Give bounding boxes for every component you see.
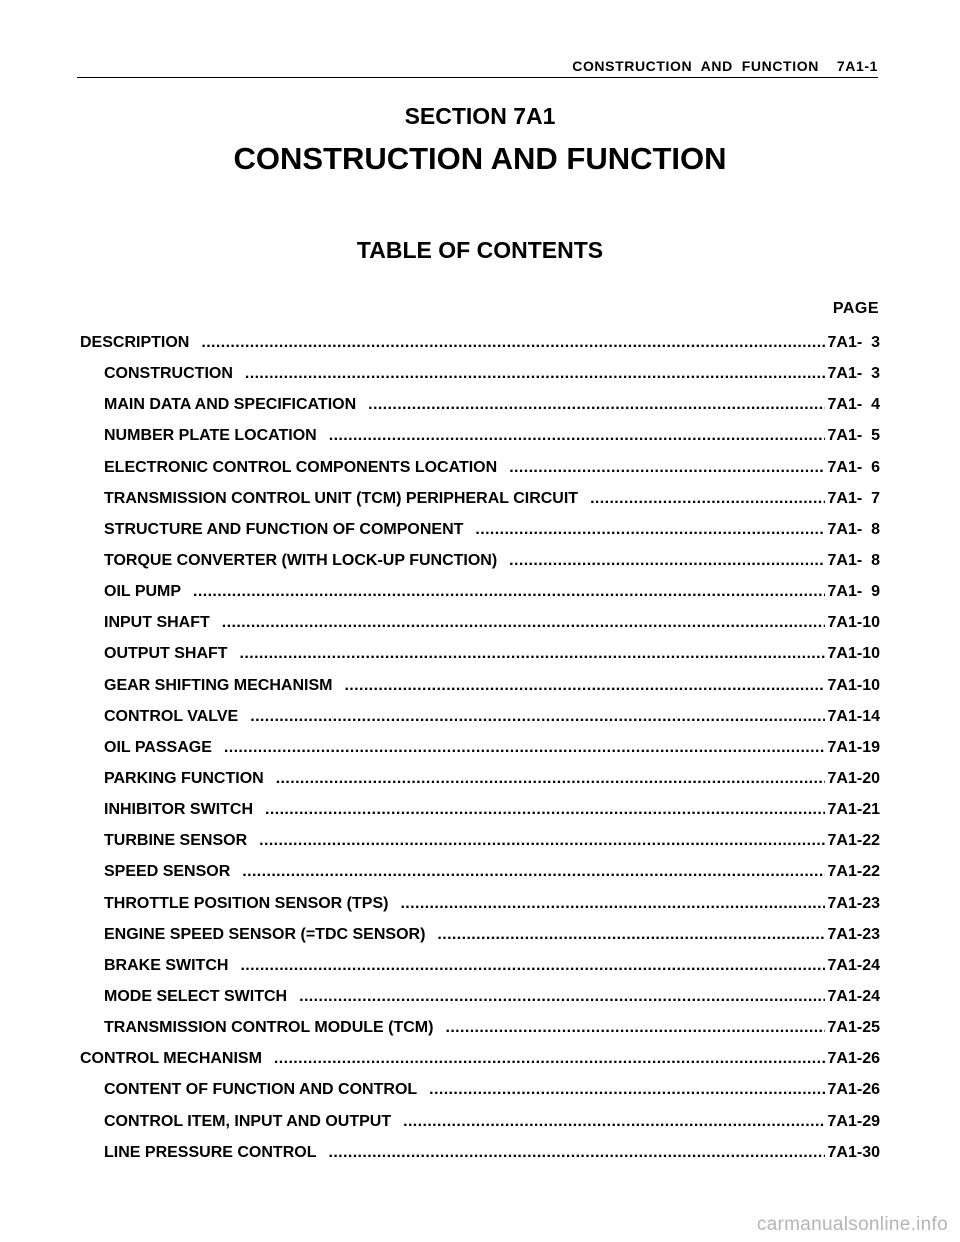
toc-entry-label: OIL PUMP xyxy=(104,583,182,601)
toc-entry-label: PARKING FUNCTION xyxy=(104,769,264,787)
toc-entry[interactable] xyxy=(80,768,880,799)
toc-entry-page: 7A1- 6 xyxy=(827,458,880,476)
toc-entry-page: 7A1- 8 xyxy=(827,520,880,538)
toc-entry-label: GEAR SHIFTING MECHANISM xyxy=(104,676,333,694)
section-label: SECTION 7A1 xyxy=(404,103,556,129)
toc-entry-label: TRANSMISSION CONTROL UNIT (TCM) PERIPHERAL CIRCUIT xyxy=(104,489,579,507)
toc-entry-page: 7A1- 9 xyxy=(827,583,880,601)
toc-entry[interactable] xyxy=(80,550,880,581)
toc-entry-page: 7A1- 5 xyxy=(827,427,880,445)
toc-entry-label: ELECTRONIC CONTROL COMPONENTS LOCATION xyxy=(104,458,498,476)
toc-entry[interactable] xyxy=(80,363,880,394)
toc-entry-label: ENGINE SPEED SENSOR (=TDC SENSOR) xyxy=(104,925,426,943)
toc-entry-label: STRUCTURE AND FUNCTION OF COMPONENT xyxy=(104,520,464,538)
toc-entry[interactable] xyxy=(80,1079,880,1110)
toc-entry-page: 7A1-24 xyxy=(827,987,880,1005)
toc-entry[interactable] xyxy=(80,799,880,830)
toc-entry-page: 7A1-10 xyxy=(827,614,880,632)
toc-entry[interactable] xyxy=(80,581,880,612)
toc-entry[interactable] xyxy=(80,675,880,706)
toc-entry[interactable] xyxy=(80,861,880,892)
toc-dot-leader xyxy=(403,1111,824,1133)
toc-dot-leader xyxy=(445,1017,824,1039)
toc-entry[interactable] xyxy=(80,519,880,550)
toc-entry[interactable] xyxy=(80,706,880,737)
toc-entry-page: 7A1- 8 xyxy=(827,551,880,569)
toc-entry-label: THROTTLE POSITION SENSOR (TPS) xyxy=(104,894,389,912)
toc-dot-leader xyxy=(368,394,824,416)
toc-entry[interactable] xyxy=(80,893,880,924)
toc-entry-label: TORQUE CONVERTER (WITH LOCK-UP FUNCTION) xyxy=(104,551,498,569)
toc-entry-page: 7A1-10 xyxy=(827,645,880,663)
toc-entry-page: 7A1- 7 xyxy=(827,489,880,507)
toc-dot-leader xyxy=(240,955,824,977)
toc-entry-page: 7A1-14 xyxy=(827,707,880,725)
toc-entry[interactable] xyxy=(80,955,880,986)
toc-entry-label: BRAKE SWITCH xyxy=(104,956,229,974)
toc-dot-leader xyxy=(265,799,824,821)
toc-entry-page: 7A1-20 xyxy=(827,769,880,787)
toc-entry-page: 7A1- 3 xyxy=(827,334,880,351)
toc-dot-leader xyxy=(329,425,825,447)
page-title: CONSTRUCTION AND FUNCTION xyxy=(233,141,727,176)
toc-dot-leader xyxy=(344,675,824,697)
toc-entry-label: SPEED SENSOR xyxy=(104,863,231,881)
toc-dot-leader xyxy=(245,363,825,385)
toc-entry[interactable] xyxy=(80,457,880,488)
toc-entry-label: LINE PRESSURE CONTROL xyxy=(104,1143,317,1161)
toc-entry-page: 7A1- 3 xyxy=(827,365,880,383)
toc-entry-label: INPUT SHAFT xyxy=(104,614,210,632)
toc-entry-label: OUTPUT SHAFT xyxy=(104,645,228,663)
toc-dot-leader xyxy=(242,861,824,883)
toc-dot-leader xyxy=(509,550,824,572)
toc-dot-leader xyxy=(400,893,824,915)
toc-entry-label: MODE SELECT SWITCH xyxy=(104,987,288,1005)
toc-dot-leader xyxy=(240,643,825,665)
toc-entry-label: INHIBITOR SWITCH xyxy=(104,801,254,819)
toc-dot-leader xyxy=(250,706,824,728)
toc-heading: TABLE OF CONTENTS xyxy=(356,237,604,263)
toc-entry-page: 7A1-30 xyxy=(827,1143,880,1161)
toc-entry[interactable] xyxy=(80,612,880,643)
toc-dot-leader xyxy=(475,519,824,541)
toc-entry-page: 7A1-22 xyxy=(827,863,880,881)
toc-dot-leader xyxy=(224,737,825,759)
toc-entry-label: CONTROL ITEM, INPUT AND OUTPUT xyxy=(104,1112,392,1130)
toc-entry-page: 7A1-21 xyxy=(827,801,880,819)
toc-entry-page: 7A1-10 xyxy=(827,676,880,694)
toc-entry[interactable] xyxy=(80,488,880,519)
toc-entry-label: OIL PASSAGE xyxy=(104,738,212,756)
toc-dot-leader xyxy=(201,332,824,354)
toc-entry[interactable] xyxy=(80,1017,880,1048)
toc-entry[interactable] xyxy=(80,643,880,674)
toc-entry[interactable] xyxy=(80,1111,880,1142)
toc-entry-page: 7A1- 4 xyxy=(827,396,880,414)
toc-entry[interactable] xyxy=(80,924,880,955)
toc-entry-label: CONTENT OF FUNCTION AND CONTROL xyxy=(104,1081,418,1099)
toc-dot-leader xyxy=(509,457,824,479)
toc-entry-label: TRANSMISSION CONTROL MODULE (TCM) xyxy=(104,1019,434,1037)
toc-dot-leader xyxy=(193,581,824,603)
toc-dot-leader xyxy=(328,1142,824,1164)
toc-entry-page: 7A1-24 xyxy=(827,956,880,974)
toc-entry-page: 7A1-22 xyxy=(827,832,880,850)
toc-entry-page: 7A1-26 xyxy=(827,1050,880,1068)
toc-dot-leader xyxy=(437,924,824,946)
toc-dot-leader xyxy=(590,488,824,510)
watermark: carmanualsonline.info xyxy=(756,1214,948,1235)
toc-entry-page: 7A1-25 xyxy=(827,1019,880,1037)
header-rule xyxy=(77,77,878,78)
toc-entry-page: 7A1-19 xyxy=(827,738,880,756)
running-header: CONSTRUCTION AND FUNCTION 7A1-1 xyxy=(572,58,878,74)
toc-dot-leader xyxy=(222,612,825,634)
table-of-contents xyxy=(80,332,880,1173)
toc-entry-label: DESCRIPTION xyxy=(80,334,190,351)
toc-entry[interactable] xyxy=(80,830,880,861)
toc-entry[interactable] xyxy=(80,394,880,425)
toc-entry-page: 7A1-23 xyxy=(827,894,880,912)
toc-dot-leader xyxy=(274,1048,825,1070)
toc-entry[interactable] xyxy=(80,986,880,1017)
page-column-label: PAGE xyxy=(832,300,879,317)
toc-entry[interactable] xyxy=(80,737,880,768)
toc-entry-label: TURBINE SENSOR xyxy=(104,832,248,850)
toc-entry-page: 7A1-26 xyxy=(827,1081,880,1099)
toc-entry-label: NUMBER PLATE LOCATION xyxy=(104,427,317,445)
toc-entry-label: CONTROL VALVE xyxy=(104,707,239,725)
toc-entry-label: MAIN DATA AND SPECIFICATION xyxy=(104,396,357,414)
toc-dot-leader xyxy=(276,768,825,790)
toc-dot-leader xyxy=(259,830,824,852)
toc-entry[interactable] xyxy=(80,425,880,456)
toc-entry-label: CONTROL MECHANISM xyxy=(80,1050,262,1068)
toc-entry[interactable] xyxy=(80,332,880,363)
toc-entry-label: CONSTRUCTION xyxy=(104,365,233,383)
toc-entry[interactable] xyxy=(80,1142,880,1173)
toc-dot-leader xyxy=(299,986,824,1008)
toc-entry-page: 7A1-23 xyxy=(827,925,880,943)
toc-entry[interactable] xyxy=(80,1048,880,1079)
toc-dot-leader xyxy=(429,1079,824,1101)
toc-entry-page: 7A1-29 xyxy=(827,1112,880,1130)
